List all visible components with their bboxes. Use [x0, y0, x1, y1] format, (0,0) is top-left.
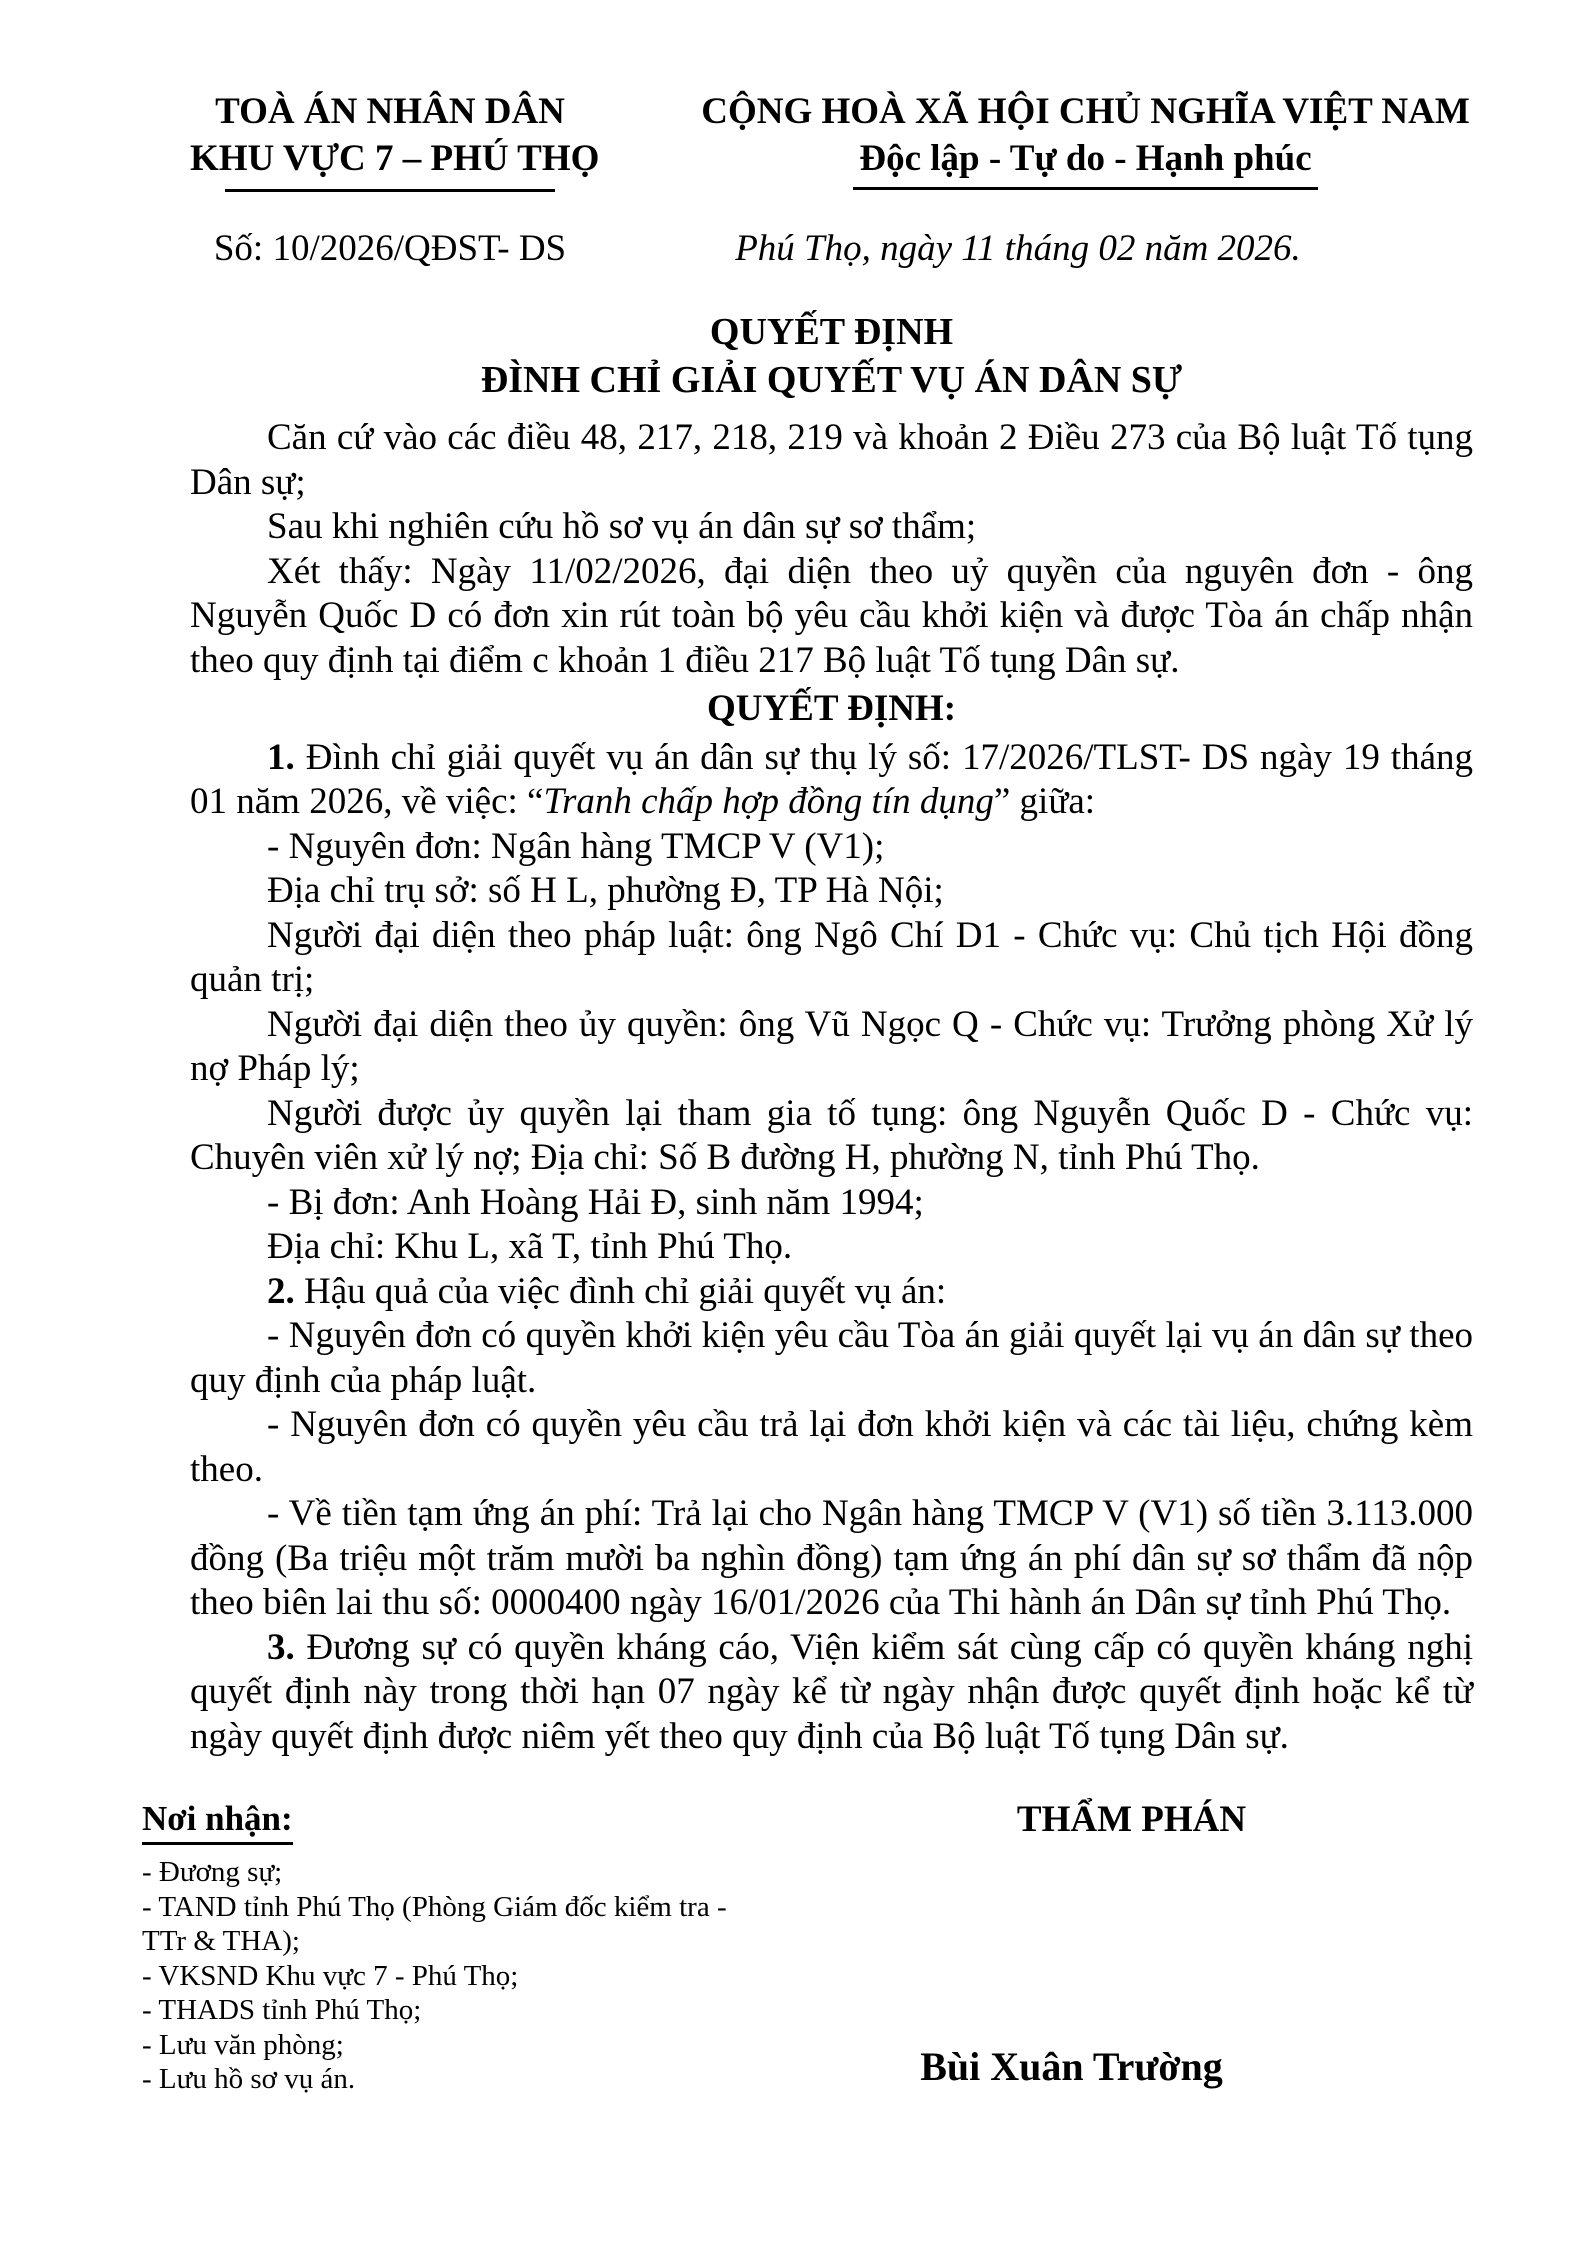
- recipient-line: - Lưu văn phòng;: [142, 2028, 344, 2061]
- paragraph: [190, 914, 1473, 1003]
- document-title: [190, 308, 1473, 404]
- paragraph: [190, 416, 1473, 505]
- paragraph: [190, 1181, 1473, 1226]
- text-run: 3.: [267, 1626, 295, 1668]
- text-run: Xét thấy: Ngày 11/02/2026, đại diện theo uỷ quyền của nguyên đơn - ông Nguyễn Quốc D có đơn xin rút toàn bộ yêu cầu khởi kiện và được Tòa án chấp nhận theo quy định tại điểm c khoản 1 điều 217 Bộ luật Tố tụng Dân sự.: [190, 550, 1473, 681]
- paragraph: [190, 1626, 1473, 1760]
- signer-title: THẨM PHÁN: [1016, 1799, 1247, 1840]
- title-line1: QUYẾT ĐỊNH: [709, 311, 954, 353]
- text-run: Người đại diện theo pháp luật: ông Ngô Chí D1 - Chức vụ: Chủ tịch Hội đồng quản trị;: [190, 914, 1473, 1000]
- signer-name: Bùi Xuân Trường: [920, 2044, 1223, 2089]
- paragraph: [190, 736, 1473, 825]
- number-date-row: [190, 226, 1473, 272]
- paragraph: [190, 1003, 1473, 1092]
- text-run: Địa chỉ trụ sở: số H L, phường Đ, TP Hà Nội;: [267, 870, 944, 911]
- national-header-block: [698, 88, 1473, 192]
- text-run: QUYẾT ĐỊNH:: [706, 688, 957, 729]
- paragraph: [190, 1270, 1473, 1315]
- court-name-line1: TOÀ ÁN NHÂN DÂN: [215, 91, 565, 132]
- recipient-line: TTr & THA);: [142, 1925, 300, 1957]
- paragraph: [190, 687, 1473, 732]
- document-number: Số: 10/2026/QĐST- DS: [213, 228, 567, 269]
- document-header: [190, 88, 1473, 192]
- text-run: Địa chỉ: Khu L, xã T, tỉnh Phú Thọ.: [267, 1226, 793, 1267]
- text-run: Người được ủy quyền lại tham gia tố tụng: ông Nguyễn Quốc D - Chức vụ: Chuyên viên xử lý nợ; Địa chỉ: Số B đường H, phường N, tỉnh Phú Thọ.: [190, 1092, 1473, 1178]
- text-run: 2.: [267, 1270, 295, 1312]
- text-run: Đương sự có quyền kháng cáo, Viện kiểm sát cùng cấp có quyền kháng nghị quyết định này trong thời hạn 07 ngày kể từ ngày nhận được quyết định hoặc kể từ ngày quyết định được niêm yết theo quy định của Bộ luật Tố tụng Dân sự.: [190, 1626, 1473, 1757]
- paragraph: [190, 1314, 1473, 1403]
- paragraph: [190, 869, 1473, 914]
- text-run: Đình chỉ giải quyết vụ án dân sự thụ lý số: 17/2026/TLST- DS ngày 19 tháng 01 năm 2026, về việc: “: [190, 736, 1473, 822]
- issuing-court-block: [190, 88, 600, 192]
- paragraph: [190, 505, 1473, 550]
- court-name-line2: KHU VỰC 7 – PHÚ THỌ: [190, 138, 600, 179]
- body-paragraphs: [190, 416, 1473, 1759]
- text-run: Người đại diện theo ủy quyền: ông Vũ Ngọc Q - Chức vụ: Trưởng phòng Xử lý nợ Pháp lý;: [190, 1003, 1473, 1089]
- text-run: - Bị đơn: Anh Hoàng Hải Đ, sinh năm 1994;: [267, 1181, 924, 1223]
- paragraph: [190, 550, 1473, 684]
- text-run: - Nguyên đơn: Ngân hàng TMCP V (V1);: [267, 825, 885, 867]
- text-run: - Về tiền tạm ứng án phí: Trả lại cho Ngân hàng TMCP V (V1) số tiền 3.113.000 đồng (Ba triệu một trăm mười ba nghìn đồng) tạm ứng án phí dân sự sơ thẩm đã nộp theo biên lai thu số: 0000400 ngày 16/01/2026 của Thi hành án Dân sự tỉnh Phú Thọ.: [190, 1493, 1473, 1623]
- recipient-line: - VKSND Khu vực 7 - Phú Thọ;: [142, 1959, 519, 1992]
- text-run: Sau khi nghiên cứu hồ sơ vụ án dân sự sơ thẩm;: [267, 506, 977, 547]
- recipient-line: - Đương sự;: [142, 1856, 283, 1888]
- text-run: Căn cứ vào các điều 48, 217, 218, 219 và khoản 2 Điều 273 của Bộ luật Tố tụng Dân sự;: [190, 417, 1473, 503]
- paragraph: [190, 1492, 1473, 1626]
- paragraph: [190, 1403, 1473, 1492]
- national-motto-line2: Độc lập - Tự do - Hạnh phúc: [853, 135, 1317, 190]
- national-motto-line1: CỘNG HOÀ XÃ HỘI CHỦ NGHĨA VIỆT NAM: [701, 91, 1470, 132]
- court-name-underline: [225, 189, 555, 192]
- text-run: Tranh chấp hợp đồng tín dụng: [543, 781, 994, 822]
- paragraph: [190, 1225, 1473, 1270]
- recipients-block: [142, 1797, 790, 2097]
- text-run: - Nguyên đơn có quyền yêu cầu trả lại đơn khởi kiện và các tài liệu, chứng kèm theo.: [190, 1404, 1473, 1490]
- recipient-line: - THADS tỉnh Phú Thọ;: [142, 1994, 422, 2026]
- paragraph: [190, 825, 1473, 870]
- recipient-line: - TAND tỉnh Phú Thọ (Phòng Giám đốc kiểm tra -: [142, 1890, 727, 1923]
- place-and-date: Phú Thọ, ngày 11 tháng 02 năm 2026.: [735, 228, 1301, 269]
- recipients-list: [142, 1855, 790, 2097]
- recipient-line: - Lưu hồ sơ vụ án.: [142, 2063, 356, 2095]
- text-run: - Nguyên đơn có quyền khởi kiện yêu cầu Tòa án giải quyết lại vụ án dân sự theo quy định của pháp luật.: [190, 1315, 1473, 1401]
- text-run: 1.: [267, 736, 295, 778]
- text-run: Hậu quả của việc đình chỉ giải quyết vụ án:: [294, 1270, 947, 1312]
- title-line2: ĐÌNH CHỈ GIẢI QUYẾT VỤ ÁN DÂN SỰ: [480, 359, 1183, 401]
- paragraph: [190, 1092, 1473, 1181]
- text-run: ” giữa:: [993, 781, 1096, 822]
- document-footer: [142, 1797, 1473, 2097]
- signature-block: [790, 1797, 1473, 2097]
- recipients-heading: Nơi nhận:: [142, 1797, 293, 1845]
